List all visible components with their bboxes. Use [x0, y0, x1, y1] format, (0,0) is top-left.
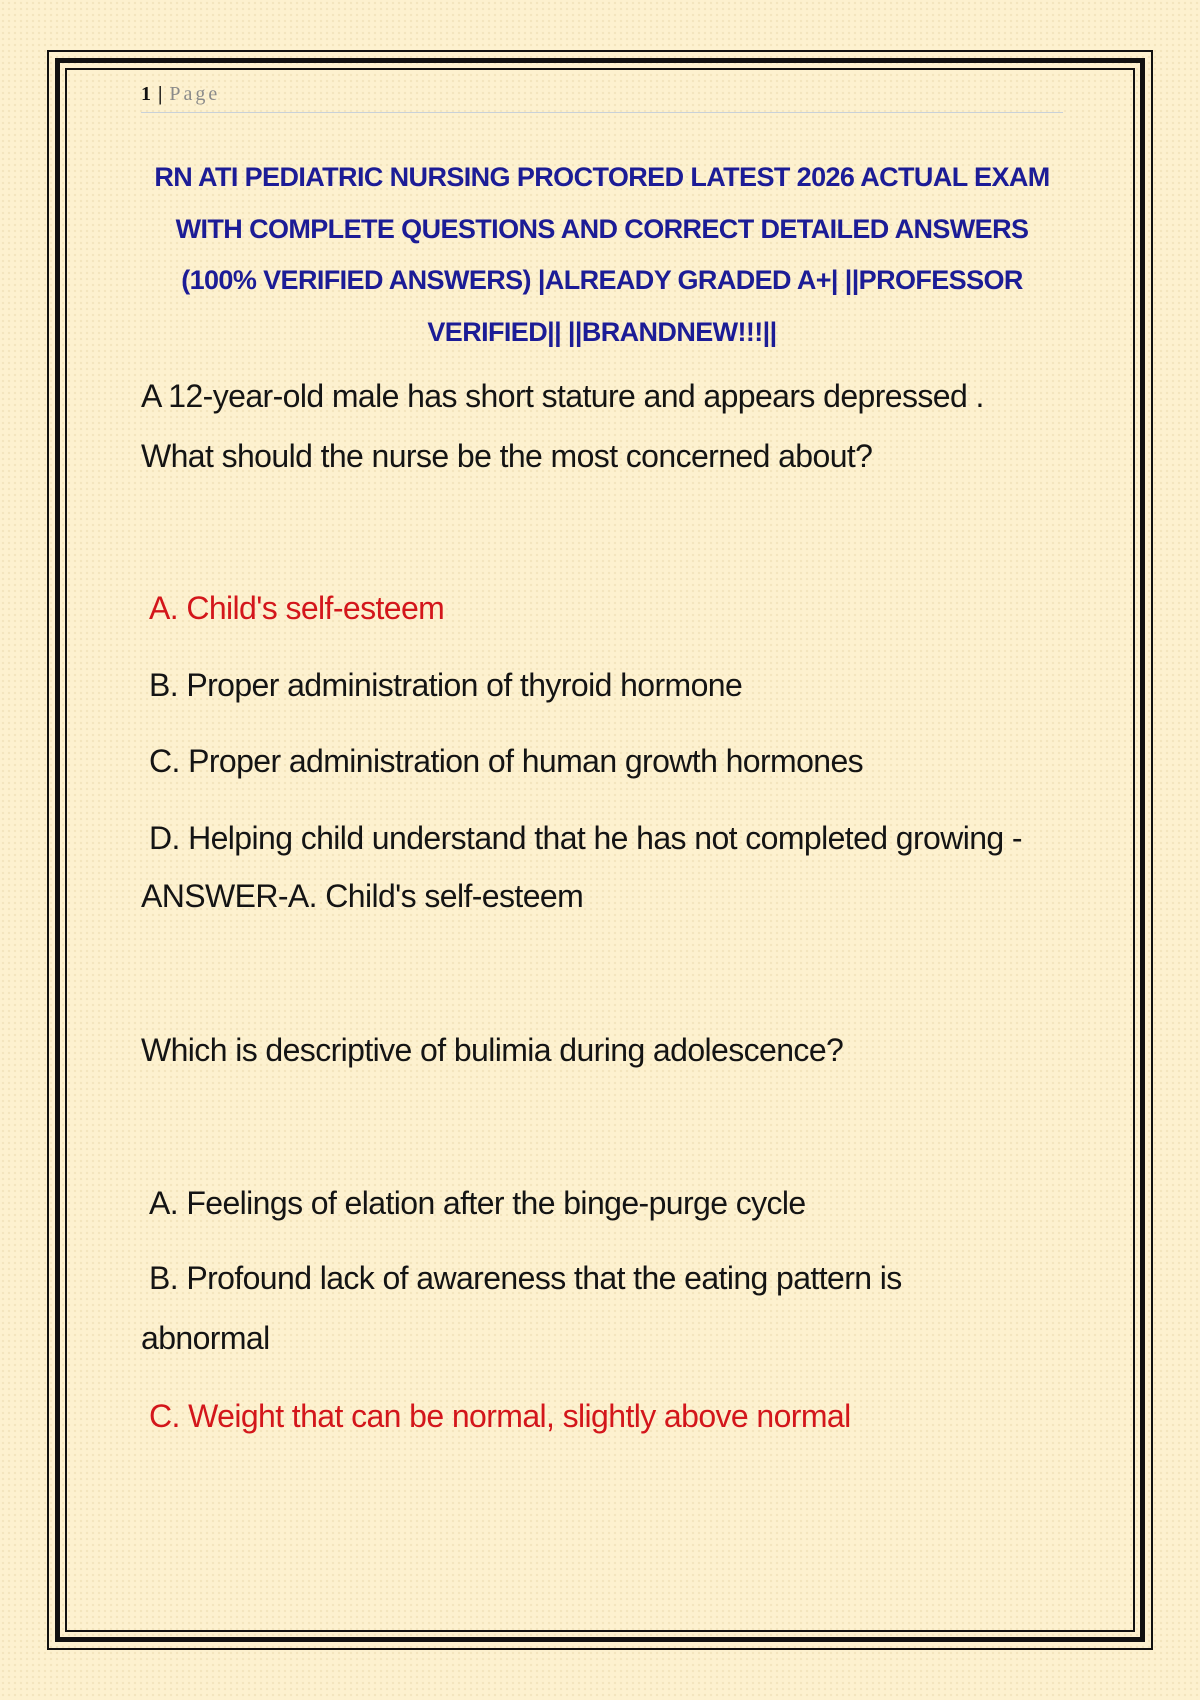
question-2-stem: Which is descriptive of bulimia during adolescence? [141, 1032, 844, 1068]
page-header [141, 80, 1063, 113]
page-label: Page [169, 83, 221, 105]
page-number: 1 [141, 83, 151, 105]
question-2-option-b: B. Profound lack of awareness that the eating pattern is [149, 1260, 902, 1296]
question-1-stem-line-1: A 12-year-old male has short stature and appears depressed . [141, 378, 984, 414]
question-1-option-b: B. Proper administration of thyroid hormone [149, 667, 743, 703]
question-1-option-d: D. Helping child understand that he has not completed growing - [149, 820, 1022, 856]
document-title: RN ATI PEDIATRIC NURSING PROCTORED LATEST 2026 ACTUAL EXAM WITH COMPLETE QUESTIONS AND CORRECT DETAILED ANSWERS (100% VERIFIED ANSWERS) |ALREADY GRADED A+| ||PROFESSOR VERIFIED|| ||BRANDNEW!!!|| [154, 162, 1050, 347]
question-1-option-c: C. Proper administration of human growth hormones [149, 743, 864, 779]
question-2-option-b-continued: abnormal [141, 1320, 270, 1356]
question-2-option-c-correct: C. Weight that can be normal, slightly above normal [149, 1398, 851, 1434]
page-separator: | [158, 83, 163, 105]
question-2-option-a: A. Feelings of elation after the binge-purge cycle [149, 1185, 806, 1221]
question-1-option-a-correct: A. Child's self-esteem [149, 590, 445, 626]
question-1-answer: ANSWER-A. Child's self-esteem [141, 878, 584, 914]
question-1-stem-line-2: What should the nurse be the most concerned about? [141, 438, 873, 474]
